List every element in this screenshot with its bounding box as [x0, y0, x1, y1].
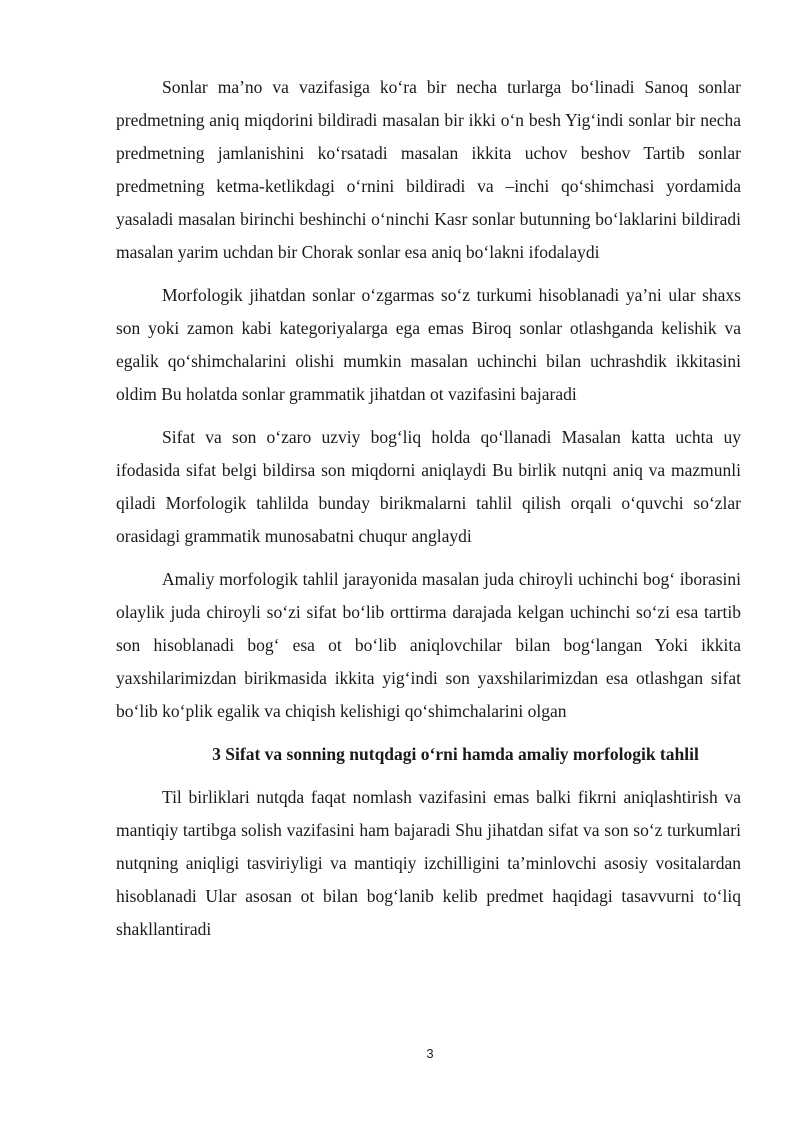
- page-number: 3: [426, 1046, 434, 1061]
- paragraph-speech-role: Til birliklari nutqda faqat nomlash vazifasini emas balki fikrni aniqlashtirish va mantiqiy tartibga solish vazifasini ham bajaradi Shu jihatdan sifat va son so‘z turkumlari nutqning aniqligi tasviriyligi va mantiqiy izchilligini ta’minlovchi asosiy vositalardan hisoblanadi Ular asosan ot bilan bog‘lanib kelib predmet haqidagi tasavvurni to‘liq shakllantiradi: [116, 787, 741, 939]
- document-page: [116, 71, 741, 956]
- paragraph-morphology: Morfologik jihatdan sonlar o‘zgarmas so‘z turkumi hisoblanadi ya’ni ular shaxs son yoki zamon kabi kategoriyalarga ega emas Biroq sonlar otlashganda kelishik va egalik qo‘shimchalarini olishi mumkin masalan uchinchi bilan uchrashdik ikkitasini oldim Bu holatda sonlar grammatik jihatdan ot vazifasini bajaradi: [116, 285, 741, 404]
- paragraph-practical-analysis: Amaliy morfologik tahlil jarayonida masalan juda chiroyli uchinchi bog‘ iborasini olaylik juda chiroyli so‘zi sifat bo‘lib orttirma darajada kelgan uchinchi so‘zi esa tartib son hisoblanadi bog‘ esa ot bo‘lib aniqlovchilar bilan bog‘langan Yoki ikkita yaxshilarimizdan birikmasida ikkita yig‘indi son yaxshilarimizdan esa otlashgan sifat bo‘lib ko‘plik egalik va chiqish kelishigi qo‘shimchalarini olgan: [116, 569, 741, 721]
- paragraph-number-types: Sonlar ma’no va vazifasiga ko‘ra bir necha turlarga bo‘linadi Sanoq sonlar predmetning aniq miqdorini bildiradi masalan bir ikki o‘n besh Yig‘indi sonlar bir necha predmetning jamlanishini ko‘rsatadi masalan ikkita uchov beshov Tartib sonlar predmetning ketma-ketlikdagi o‘rnini bildiradi va –inchi qo‘shimchasi yordamida yasaladi masalan birinchi beshinchi o‘ninchi Kasr sonlar butunning bo‘laklarini bildiradi masalan yarim uchdan bir Chorak sonlar esa aniq bo‘lakni ifodalaydi: [116, 77, 741, 262]
- paragraph-adjective-number-relation: Sifat va son o‘zaro uzviy bog‘liq holda qo‘llanadi Masalan katta uchta uy ifodasida sifat belgi bildirsa son miqdorni aniqlaydi Bu birlik nutqni aniq va mazmunli qiladi Morfologik tahlilda bunday birikmalarni tahlil qilish orqali o‘quvchi so‘zlar orasidagi grammatik munosabatni chuqur anglaydi: [116, 427, 741, 546]
- section-heading: 3 Sifat va sonning nutqdagi o‘rni hamda amaliy morfologik tahlil: [212, 744, 699, 764]
